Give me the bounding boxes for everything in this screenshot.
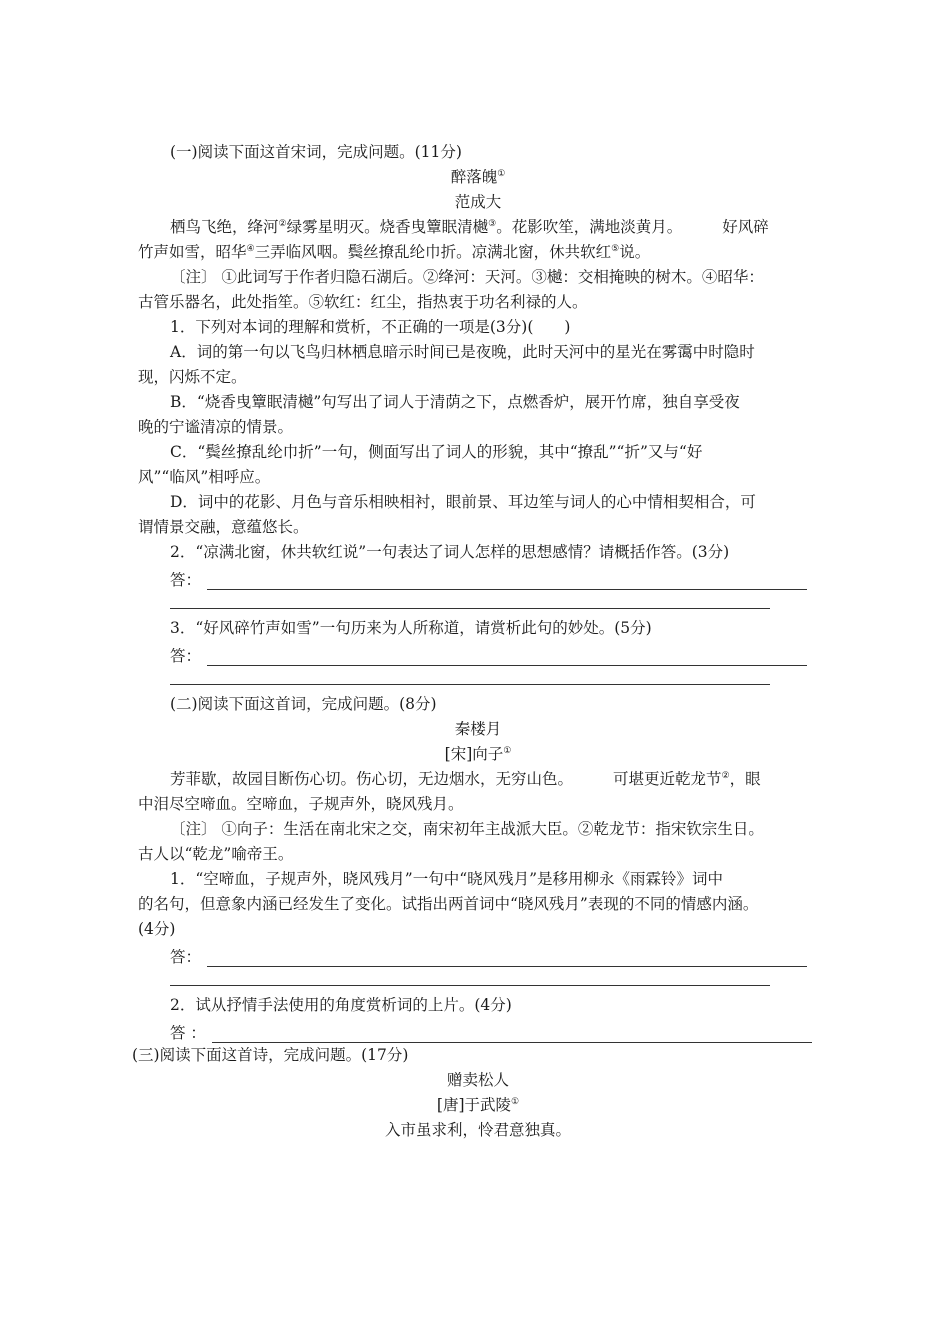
section1-notes: 〔注〕 ①此词写于作者归隐石湖后。②绛河：天河。③樾：交相掩映的树木。④昭华： [170, 268, 764, 286]
section2-author: [宋]向子① [444, 745, 512, 763]
section1-notes-cont: 古管乐器名，此处指笙。⑤软红：红尘，指热衷于功名利禄的人。 [138, 293, 588, 311]
s1-option-d-cont: 谓情景交融，意蕴悠长。 [138, 518, 309, 536]
s2-q2-answer-line[interactable] [138, 1018, 818, 1043]
s1-q2-answer-line-2[interactable] [170, 590, 770, 609]
section1-poem-title: 醉落魄① [450, 168, 506, 186]
section1-verse-line1: 栖鸟飞绝，绛河②绿雾星明灭。烧香曳簟眠清樾③。花影吹笙，满地淡黄月。 好风碎 [170, 218, 769, 236]
answer-label: 答： [170, 647, 202, 665]
footnote-marker: ① [503, 746, 512, 756]
s1-option-d[interactable]: D．词中的花影、月色与音乐相映相衬，眼前景、耳边笙与词人的心中情相契相合，可 [170, 493, 756, 511]
section2-heading: (二)阅读下面这首词，完成问题。(8分) [170, 695, 437, 713]
section2-notes: 〔注〕 ①向子：生活在南北宋之交，南宋初年主战派大臣。②乾龙节：指宋钦宗生日。 [170, 820, 764, 838]
s1-option-b-cont: 晚的宁谧清凉的情景。 [138, 418, 294, 436]
answer-label: 答： [170, 948, 202, 966]
s1-option-b[interactable]: B．“烧香曳簟眠清樾”句写出了词人于清荫之下，点燃香炉，展开竹席，独自享受夜 [170, 393, 740, 411]
section1-author: 范成大 [454, 193, 502, 211]
section2-verse-line2: 中泪尽空啼血。空啼血，子规声外，晓风残月。 [138, 795, 464, 813]
s1-question-3: 3．“好风碎竹声如雪”一句历来为人所称道，请赏析此句的妙处。(5分) [170, 619, 652, 637]
s1-option-a-cont: 现，闪烁不定。 [138, 368, 247, 386]
footnote-marker: ① [497, 169, 506, 179]
s1-question-1: 1．下列对本词的理解和赏析，不正确的一项是(3分)( ) [170, 318, 571, 336]
s1-q3-answer-line[interactable] [138, 641, 818, 666]
section1-heading: (一)阅读下面这首宋词，完成问题。(11分) [170, 143, 462, 161]
s1-q3-answer-line-2[interactable] [170, 666, 770, 685]
section3-poem-title: 赠卖松人 [446, 1071, 509, 1089]
s2-question-1: 1．“空啼血，子规声外，晓风残月”一句中“晓风残月”是移用柳永《雨霖铃》词中 [170, 870, 724, 888]
exam-page [132, 140, 818, 1143]
s2-question-1-cont: 的名句，但意象内涵已经发生了变化。试指出两首词中“晓风残月”表现的不同的情感内涵。 [138, 895, 759, 913]
s1-q2-answer-line[interactable] [138, 565, 818, 590]
section2-notes-cont: 古人以“乾龙”喻帝王。 [138, 845, 294, 863]
footnote-marker: ① [511, 1097, 520, 1107]
s1-option-c-cont: 风”“临风”相呼应。 [138, 468, 271, 486]
section3-author: [唐]于武陵① [436, 1096, 520, 1114]
s2-question-1-score: (4分) [138, 920, 176, 938]
s1-option-a[interactable]: A．词的第一句以飞鸟归林栖息暗示时间已是夜晚，此时天河中的星光在雾霭中时隐时 [170, 343, 755, 361]
s1-option-c[interactable]: C．“鬓丝撩乱纶巾折”一句，侧面写出了词人的形貌，其中“撩乱”“折”又与“好 [170, 443, 703, 461]
s1-question-2: 2．“凉满北窗，休共软红说”一句表达了词人怎样的思想感情？请概括作答。(3分) [170, 543, 730, 561]
answer-label: 答： [170, 571, 202, 589]
s2-question-2: 2．试从抒情手法使用的角度赏析词的上片。(4分) [170, 996, 512, 1014]
s2-q1-answer-line[interactable] [138, 942, 818, 967]
section3-verse-line1: 入市虽求利，怜君意独真。 [384, 1121, 571, 1139]
section1-verse-line2: 竹声如雪，昭华④三弄临风咽。鬓丝撩乱纶巾折。凉满北窗，休共软红⑤说。 [138, 243, 651, 261]
answer-label: 答 ： [170, 1024, 206, 1042]
section3-heading: (三)阅读下面这首诗，完成问题。(17分) [132, 1046, 409, 1064]
s2-q1-answer-line-2[interactable] [170, 967, 770, 986]
section2-poem-title: 秦楼月 [454, 720, 502, 738]
section2-verse-line1: 芳菲歇，故园目断伤心切。伤心切，无边烟水，无穷山色。 可堪更近乾龙节②，眼 [170, 770, 761, 788]
